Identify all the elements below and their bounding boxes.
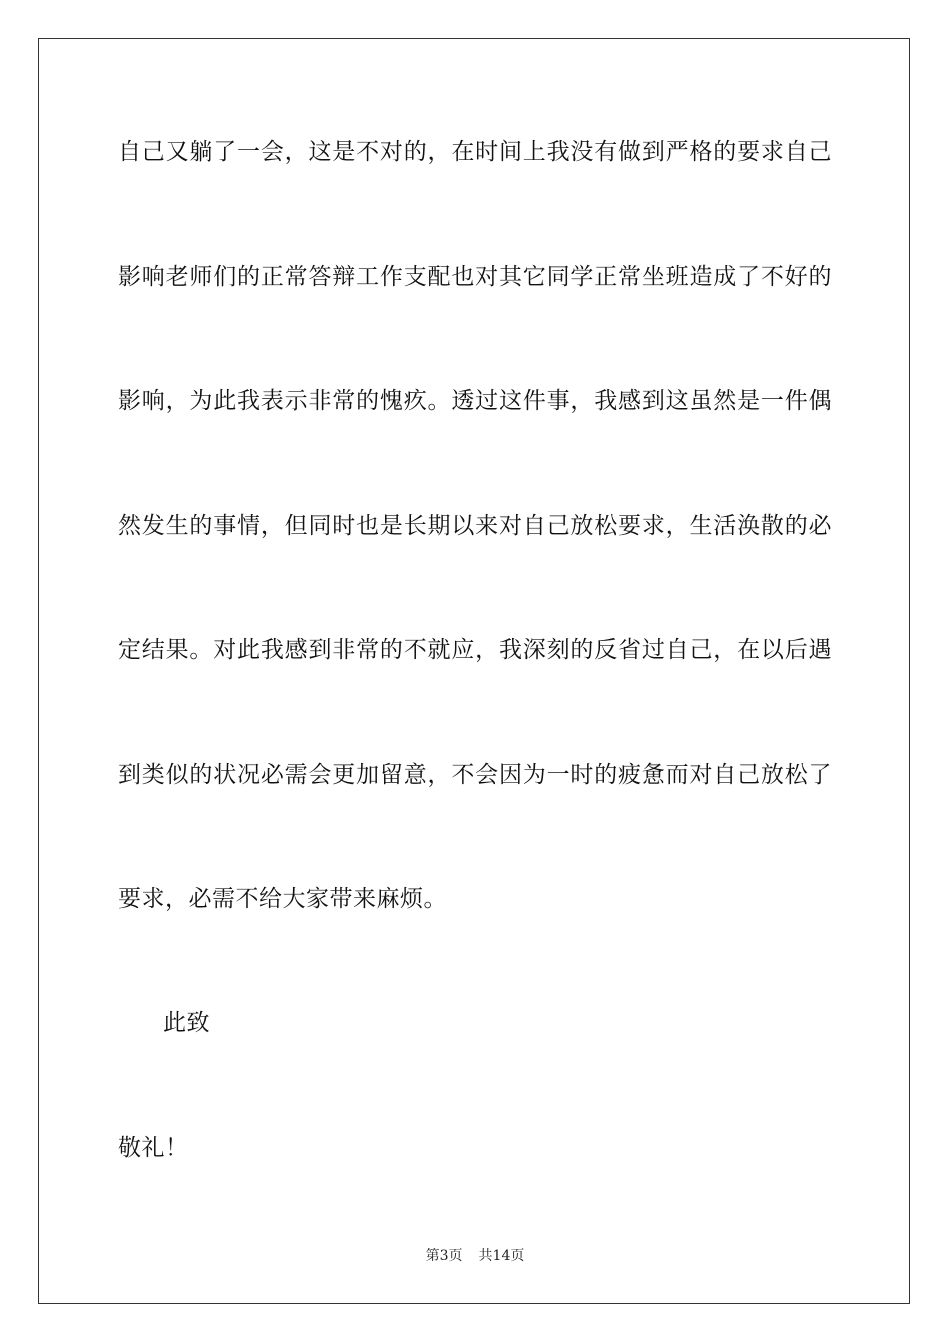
page-number: 第3页 [425,1248,463,1264]
paragraph-line-3: 影响，为此我表示非常的愧疚。透过这件事，我感到这虽然是一件偶 [118,388,832,414]
page-footer [0,1247,950,1265]
page-frame [38,38,910,1304]
paragraph-line-4: 然发生的事情，但同时也是长期以来对自己放松要求，生活涣散的必 [118,513,832,539]
closing-regards: 敬礼！ [118,1135,189,1161]
closing-salutation: 此致 [163,1010,210,1036]
paragraph-line-2: 影响老师们的正常答辩工作支配也对其它同学正常坐班造成了不好的 [118,264,832,290]
paragraph-line-6: 到类似的状况必需会更加留意，不会因为一时的疲惫而对自己放松了 [118,762,832,788]
paragraph-line-1: 自己又躺了一会，这是不对的，在时间上我没有做到严格的要求自己 [118,139,832,165]
page-total: 共14页 [478,1248,525,1264]
paragraph-line-7: 要求，必需不给大家带来麻烦。 [118,886,447,912]
paragraph-line-5: 定结果。对此我感到非常的不就应，我深刻的反省过自己，在以后遇 [118,637,832,663]
